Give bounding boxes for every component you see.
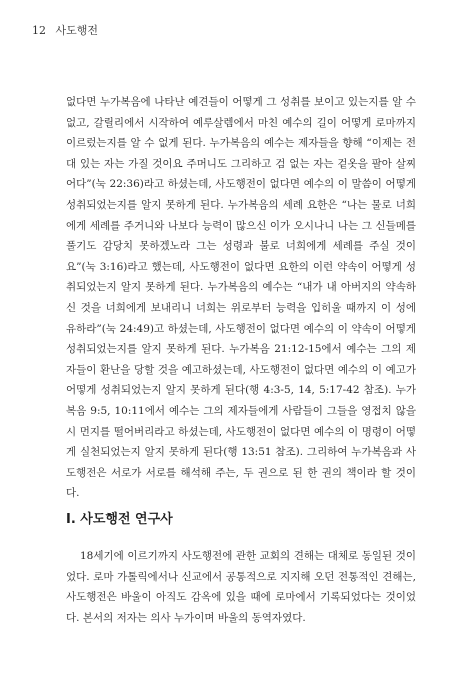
section-heading: I. 사도행전 연구사 <box>66 512 173 527</box>
running-title: 사도행전 <box>55 24 99 37</box>
section-body <box>66 546 416 628</box>
paragraph: 18세기에 이르기까지 사도행전에 관한 교회의 견해는 대체로 동일된 것이었다. 로마 가톨릭에서나 신교에서 공통적으로 지지해 오던 전통적인 견해는, 사도행전은 바울이 아직도 감옥에 있을 때에 로마에서 기록되었다는 것이었다. 본서의 저자는 의사 누가이며 바울의 동역자였다. <box>66 550 416 624</box>
running-head <box>32 22 98 38</box>
page-number: 12 <box>32 24 46 37</box>
body-text <box>66 92 416 504</box>
paragraph: 없다면 누가복음에 나타난 예견들이 어떻게 그 성취를 보이고 있는지를 알 수 없고, 갈릴리에서 시작하여 예루살렘에서 마친 예수의 길이 어떻게 로마까지 이르렀는지를 알 수 없게 된다. 누가복음의 예수는 제자들을 향해 “이제는 전대 있는 자는 가질 것이요 주머니도 그리하고 검 없는 자는 겉옷을 팔아 살찌어다”(눅 22:36)라고 하셨는데, 사도행전이 없다면 예수의 이 말씀이 어떻게 성취되었는지를 알지 못하게 된다. 누가복음의 세례 요한은 “나는 물로 너희에게 세례를 주거니와 나보다 능력이 많으신 이가 오시나니 나는 그 신들메를 풀기도 감당치 못하겠노라 그는 성령과 불로 너희에게 세례를 주실 것이요”(눅 3:16)라고 했는데, 사도행전이 없다면 요한의 이런 약속이 어떻게 성취되었는지 알지 못하게 된다. 누가복음의 예수는 “내가 내 아버지의 약속하신 것을 너희에게 보내리니 너희는 위로부터 능력을 입히울 때까지 이 성에 유하라”(눅 24:49)고 하셨는데, 사도행전이 없다면 예수의 이 약속이 어떻게 성취되었는지를 알지 못하게 된다. 누가복음 21:12-15에서 예수는 그의 제자들이 환난을 당할 것을 예고하셨는데, 사도행전이 없다면 예수의 이 예고가 어떻게 성취되었는지 알지 못하게 된다(행 4:3-5, 14, 5:17-42 참조). 누가복음 9:5, 10:11에서 예수는 그의 제자들에게 사람들이 그들을 영접치 않을 시 먼지를 떨어버리라고 하셨는데, 사도행전이 없다면 예수의 이 명령이 어떻게 실천되었는지 알지 못하게 된다(행 13:51 참조). 그리하여 누가복음과 사도행전은 서로가 서로를 해석해 주는, 두 권으로 된 한 권의 책이라 할 것이다. <box>66 96 416 500</box>
